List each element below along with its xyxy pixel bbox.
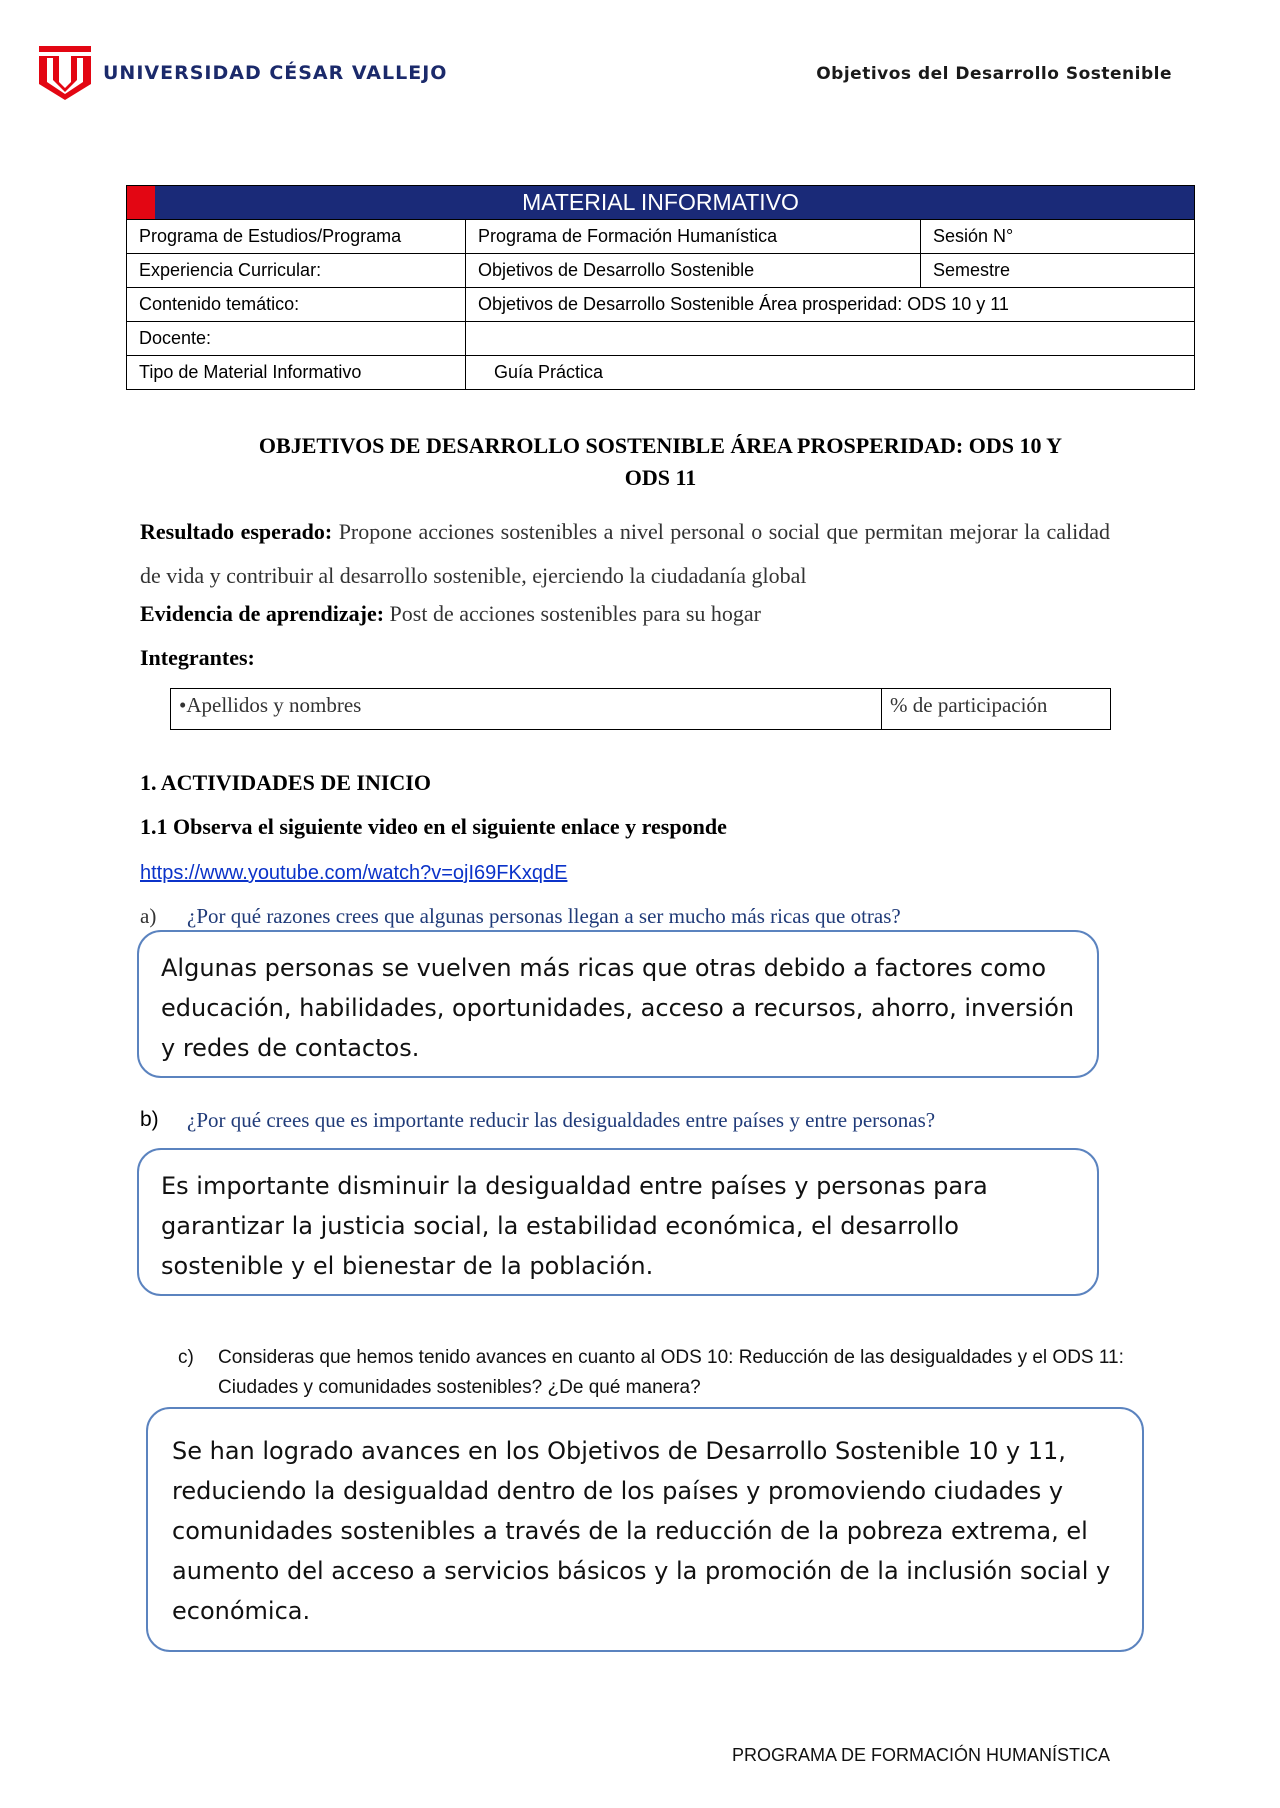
- table-row: [127, 254, 1195, 288]
- table-cell-extra: Sesión N°: [921, 220, 1195, 254]
- table-cell-value: [466, 322, 1195, 356]
- members-col-names: •Apellidos y nombres: [171, 689, 882, 730]
- table-cell-value: Programa de Formación Humanística: [466, 220, 921, 254]
- answer-box-c: Se han logrado avances en los Objetivos de Desarrollo Sostenible 10 y 11, reduciendo la desigualdad dentro de los países y promoviendo ciudades y comunidades sostenibles a través de la reducción de la pobreza extrema, el aumento del acceso a servicios básicos y la promoción de la inclusión social y económica.: [146, 1407, 1144, 1652]
- footer: PROGRAMA DE FORMACIÓN HUMANÍSTICA: [731, 1745, 1110, 1765]
- table-row: [127, 356, 1195, 390]
- table-cell-value: Objetivos de Desarrollo Sostenible: [466, 254, 921, 288]
- table-row: [127, 288, 1195, 322]
- question-c: c) Consideras que hemos tenido avances en cuanto al ODS 10: Reducción de las desigualdades y el ODS 11: Ciudades y comunidades sostenibles? ¿De qué manera?: [178, 1347, 1124, 1398]
- evidencia-aprendizaje: [140, 598, 1110, 630]
- resultado-esperado: [140, 510, 1110, 598]
- table-cell-value: Objetivos de Desarrollo Sostenible Área prosperidad: ODS 10 y 11: [466, 288, 1195, 322]
- red-accent: [127, 186, 155, 219]
- resultado-text: Propone acciones sostenibles a nivel personal o social que permitan mejorar la calidad de vida y contribuir al desarrollo sostenible, ejerciendo la ciudadanía global: [140, 519, 1111, 588]
- table-row: [127, 220, 1195, 254]
- university-name: UNIVERSIDAD CÉSAR VALLEJO: [103, 62, 448, 84]
- members-table: [170, 688, 1111, 730]
- university-logo: [37, 44, 447, 102]
- section-heading: 1. ACTIVIDADES DE INICIO: [140, 770, 431, 795]
- info-table: [126, 185, 1195, 390]
- table-cell-label: Docente:: [127, 322, 466, 356]
- evidencia-text: Post de acciones sostenibles para su hogar: [389, 601, 761, 626]
- answer-box-a: Algunas personas se vuelven más ricas que otras debido a factores como educación, habilidades, oportunidades, acceso a recursos, ahorro, inversión y redes de contactos.: [137, 930, 1099, 1078]
- integrantes-heading: Integrantes:: [140, 645, 255, 670]
- header-title: Objetivos del Desarrollo Sostenible: [816, 64, 1172, 84]
- video-link[interactable]: https://www.youtube.com/watch?v=ojI69FKxqdE: [140, 862, 568, 884]
- table-cell-label: Experiencia Curricular:: [127, 254, 466, 288]
- table-cell-label: Contenido temático:: [127, 288, 466, 322]
- members-col-percent: % de participación: [882, 689, 1111, 730]
- ucv-logo-icon: [37, 44, 93, 102]
- subsection-heading: 1.1 Observa el siguiente video en el siguiente enlace y responde: [140, 814, 727, 839]
- info-table-heading: MATERIAL INFORMATIVO: [127, 186, 1195, 220]
- document-title: OBJETIVOS DE DESARROLLO SOSTENIBLE ÁREA PROSPERIDAD: ODS 10 Y ODS 11: [258, 433, 1063, 490]
- resultado-label: Resultado esperado:: [140, 519, 333, 544]
- table-cell-value: Guía Práctica: [466, 356, 1195, 390]
- answer-box-b: Es importante disminuir la desigualdad entre países y personas para garantizar la justicia social, la estabilidad económica, el desarrollo sostenible y el bienestar de la población.: [137, 1148, 1099, 1296]
- table-row: [127, 322, 1195, 356]
- table-cell-label: Tipo de Material Informativo: [127, 356, 466, 390]
- table-cell-label: Programa de Estudios/Programa: [127, 220, 466, 254]
- evidencia-label: Evidencia de aprendizaje:: [140, 601, 385, 626]
- table-cell-extra: Semestre: [921, 254, 1195, 288]
